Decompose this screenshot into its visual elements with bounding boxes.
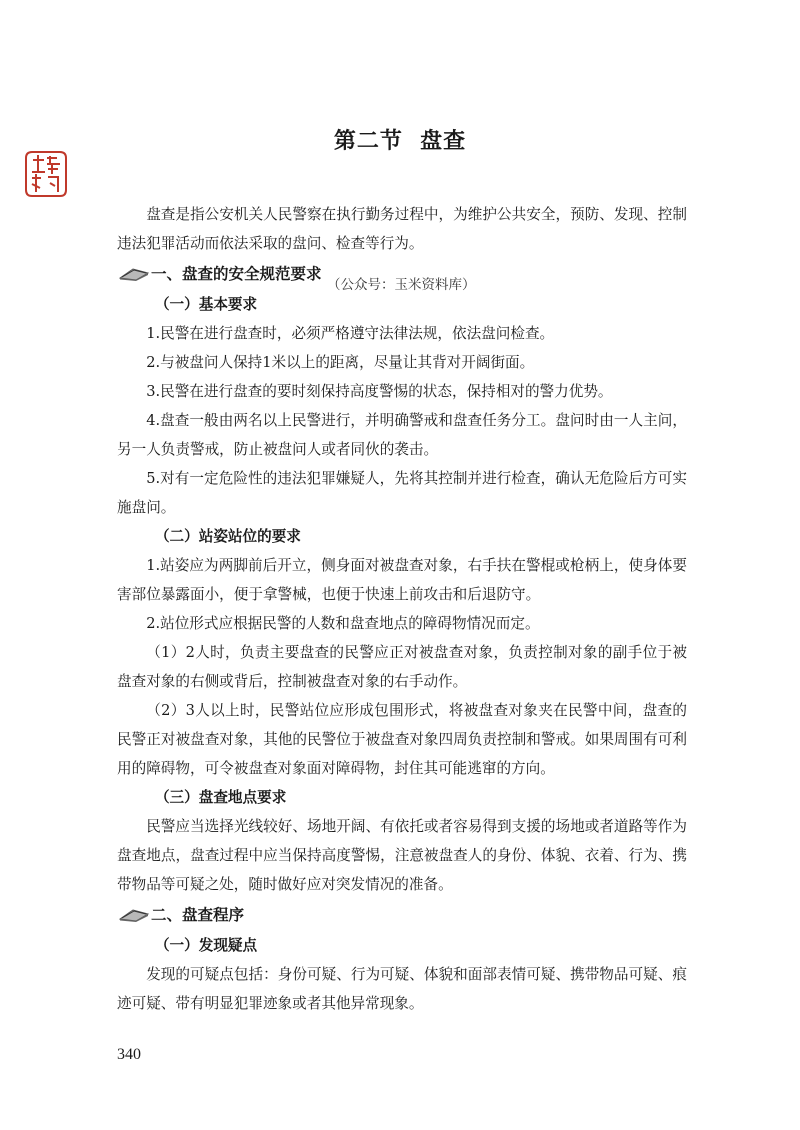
list-item: 1.站姿应为两脚前后开立，侧身面对被盘查对象，右手扶在警棍或枪柄上，使身体要害部位暴露面小，便于拿警械，也便于快速上前攻击和后退防守。 xyxy=(117,557,687,603)
subsection-1-3-heading: （三）盘查地点要求 xyxy=(154,789,287,806)
list-item: 5.对有一定危险性的违法犯罪嫌疑人，先将其控制并进行检查，确认无危险后方可实施盘问。 xyxy=(117,470,687,516)
subsection-1-1-heading: （一）基本要求 xyxy=(154,296,258,313)
book-icon xyxy=(119,260,149,276)
section-1-heading xyxy=(117,258,687,293)
page-number: 340 xyxy=(117,1046,141,1063)
list-item: 4.盘查一般由两名以上民警进行，并明确警戒和盘查任务分工。盘问时由一人主问，另一人负责警戒，防止被盘问人或者同伙的袭击。 xyxy=(117,412,687,458)
list-item: （1）2人时，负责主要盘查的民警应正对被盘查对象，负责控制对象的副手位于被盘查对象的右侧或背后，控制被盘查对象的右手动作。 xyxy=(117,644,687,690)
list-item: 3.民警在进行盘查的要时刻保持高度警惕的状态，保持相对的警力优势。 xyxy=(146,383,613,400)
intro-paragraph: 盘查是指公安机关人民警察在执行勤务过程中，为维护公共安全，预防、发现、控制违法犯罪活动而依法采取的盘问、检查等行为。 xyxy=(117,206,687,252)
document-body xyxy=(117,200,687,1018)
seal-icon xyxy=(24,150,68,198)
subsection-2-1-paragraph: 发现的可疑点包括：身份可疑、行为可疑、体貌和面部表情可疑、携带物品可疑、痕迹可疑、带有明显犯罪迹象或者其他异常现象。 xyxy=(117,966,687,1012)
watermark-note: （公众号：玉米资料库） xyxy=(327,277,476,293)
subsection-1-3-paragraph: 民警应当选择光线较好、场地开阔、有依托或者容易得到支援的场地或者道路等作为盘查地点，盘查过程中应当保持高度警惕，注意被盘查人的身份、体貌、衣着、行为、携带物品等可疑之处，随时做好应对突发情况的准备。 xyxy=(117,818,687,893)
list-item: 2.站位形式应根据民警的人数和盘查地点的障碍物情况而定。 xyxy=(146,615,540,632)
seal-stamp xyxy=(24,150,68,198)
section-1-heading-text: 一、盘查的安全规范要求 xyxy=(151,265,322,283)
book-icon xyxy=(119,901,149,917)
subsection-1-2-heading: （二）站姿站位的要求 xyxy=(154,528,301,545)
section-2-heading xyxy=(117,899,687,931)
subsection-2-1-heading: （一）发现疑点 xyxy=(154,937,258,954)
section-2-heading-text: 二、盘查程序 xyxy=(151,906,245,924)
page-title: 第二节 盘查 xyxy=(333,129,467,154)
list-item: （2）3人以上时，民警站位应形成包围形式，将被盘查对象夹在民警中间，盘查的民警正对被盘查对象，其他的民警位于被盘查对象四周负责控制和警戒。如果周围有可利用的障碍物，可令被盘查对象面对障碍物，封住其可能逃窜的方向。 xyxy=(117,702,687,777)
list-item: 2.与被盘问人保持1米以上的距离，尽量让其背对开阔街面。 xyxy=(146,354,535,371)
list-item: 1.民警在进行盘查时，必须严格遵守法律法规，依法盘问检查。 xyxy=(146,325,555,342)
